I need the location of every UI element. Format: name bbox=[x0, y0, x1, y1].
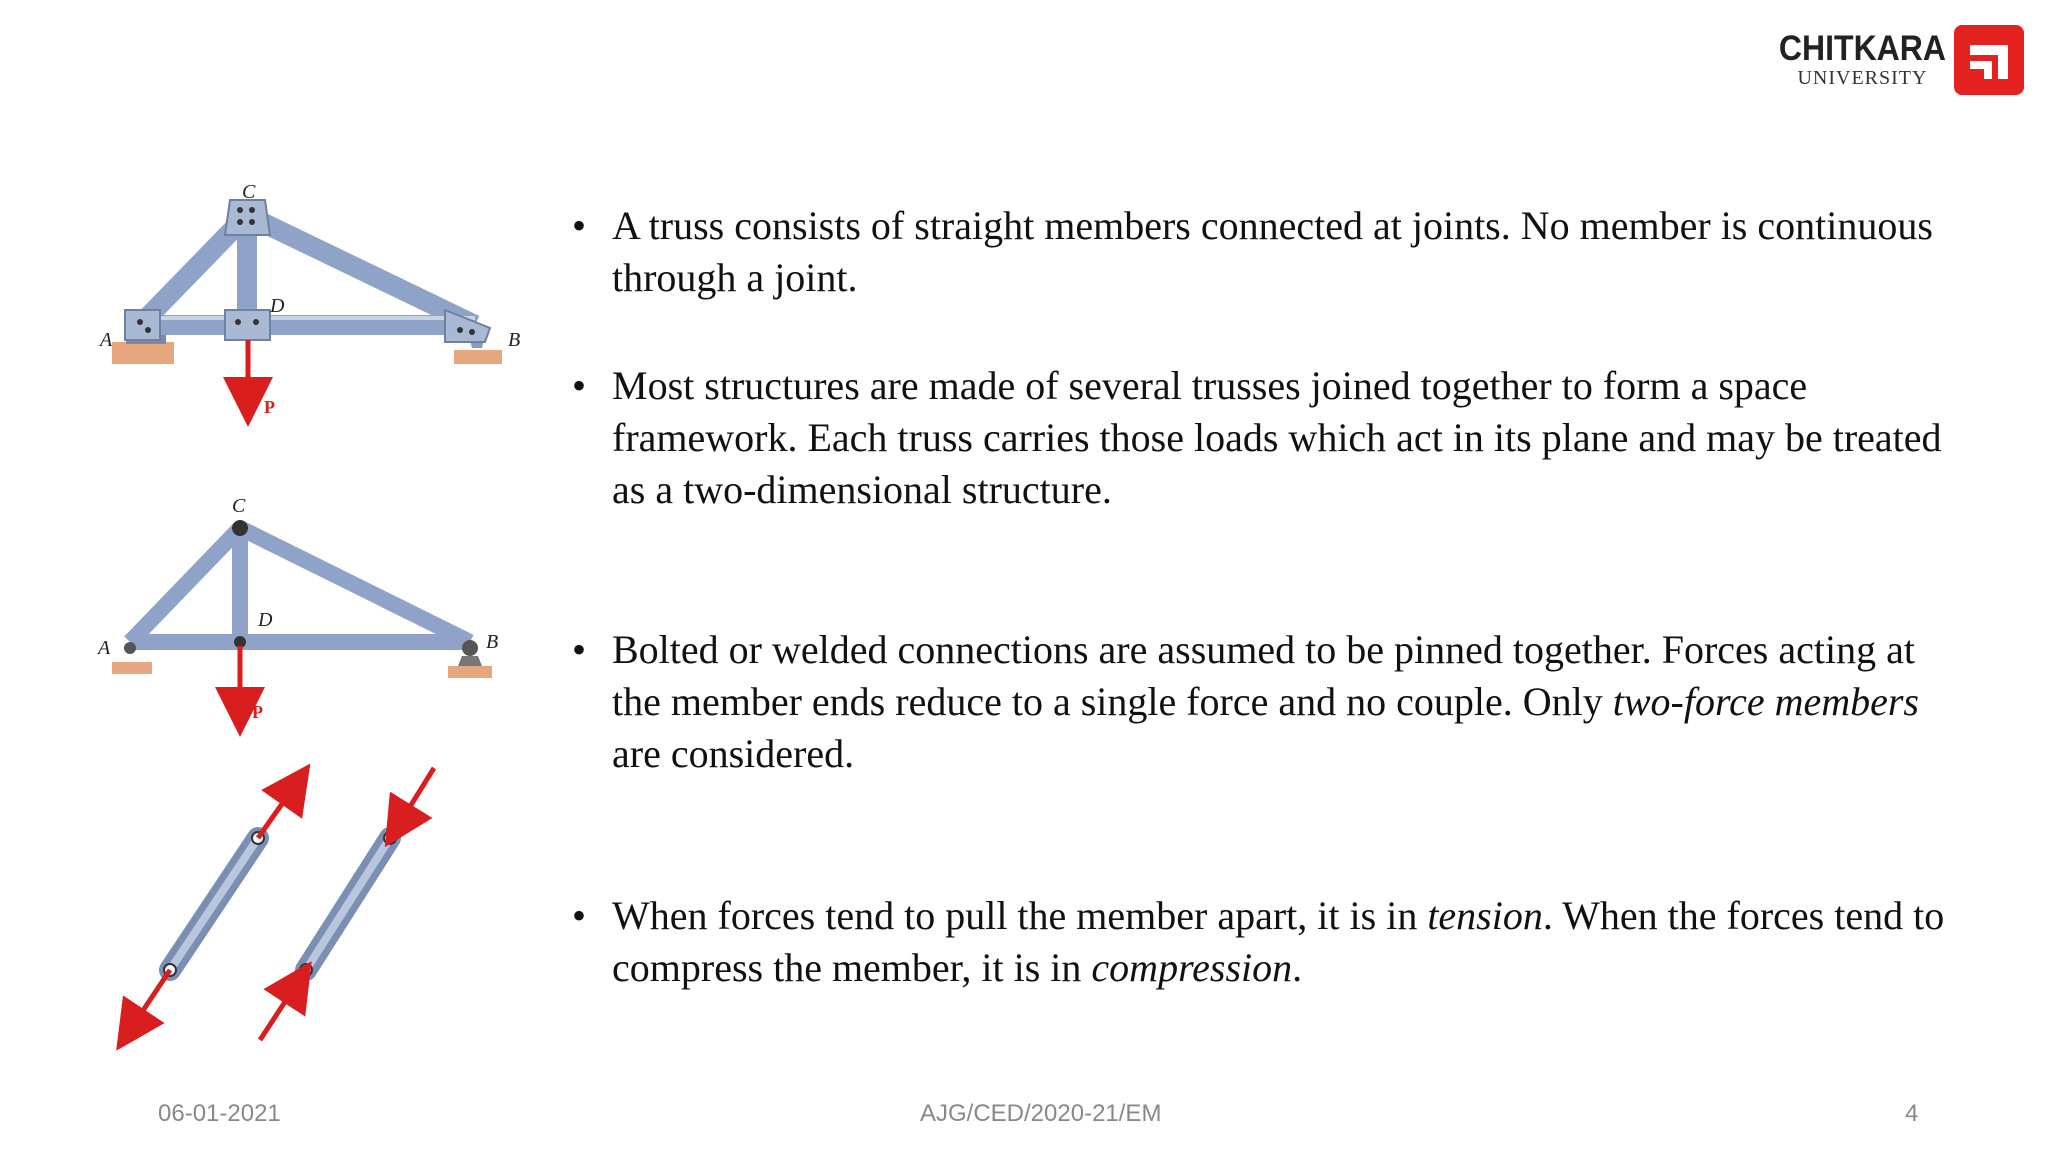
bullet-emphasis: two-force members bbox=[1612, 679, 1919, 724]
label-b-2: B bbox=[486, 631, 499, 653]
truss-diagram-bolted bbox=[112, 200, 502, 402]
label-d-2: D bbox=[258, 609, 273, 631]
label-d-1: D bbox=[270, 295, 285, 317]
bullet-text: Most structures are made of several trusses joined together to form a space framework. Each truss carries those loads which act in its plane and may be treated as a two-dimensional structure. bbox=[612, 363, 1942, 512]
logo-text bbox=[1778, 28, 1946, 89]
footer-date: 06-01-2021 bbox=[158, 1100, 281, 1127]
bullet-text: Bolted or welded connections are assumed to be pinned together. Forces acting at the member ends reduce to a single force and no couple. Only bbox=[612, 627, 1915, 724]
bullet-text-mid: . When the forces tend to compress the member, it is in bbox=[612, 893, 1945, 990]
label-c-1: C bbox=[242, 181, 256, 203]
logo-mark-icon bbox=[1954, 25, 2024, 95]
bullet-emphasis-compression: compression bbox=[1091, 945, 1293, 990]
bullet-text-end: . bbox=[1292, 945, 1303, 990]
label-a-2: A bbox=[98, 637, 111, 659]
label-c-2: C bbox=[232, 495, 246, 517]
truss-diagram-pinned bbox=[112, 520, 492, 712]
university-logo bbox=[1779, 24, 2024, 96]
label-b-1: B bbox=[508, 329, 521, 351]
logo-subtitle: UNIVERSITY bbox=[1797, 67, 1928, 89]
bullet-item bbox=[560, 890, 1960, 994]
label-p-2: P bbox=[252, 702, 263, 722]
logo-name: CHITKARA bbox=[1778, 28, 1946, 68]
footer-code: AJG/CED/2020-21/EM bbox=[920, 1100, 1162, 1127]
two-force-member-compression bbox=[260, 768, 434, 1040]
two-force-member-tension bbox=[130, 784, 296, 1030]
label-p-1: P bbox=[264, 397, 275, 417]
truss-figures bbox=[90, 170, 530, 1070]
bullet-item bbox=[560, 624, 1960, 780]
page-number: 4 bbox=[1905, 1100, 1919, 1127]
bullet-text: When forces tend to pull the member apart, it is in bbox=[612, 893, 1428, 938]
bullet-text: A truss consists of straight members connected at joints. No member is continuous through a joint. bbox=[612, 203, 1933, 300]
label-a-1: A bbox=[100, 329, 113, 351]
bullet-item bbox=[560, 360, 1960, 516]
bullet-emphasis-tension: tension bbox=[1427, 893, 1543, 938]
bullet-item bbox=[560, 200, 1960, 304]
bullet-text-end: are considered. bbox=[612, 731, 855, 776]
